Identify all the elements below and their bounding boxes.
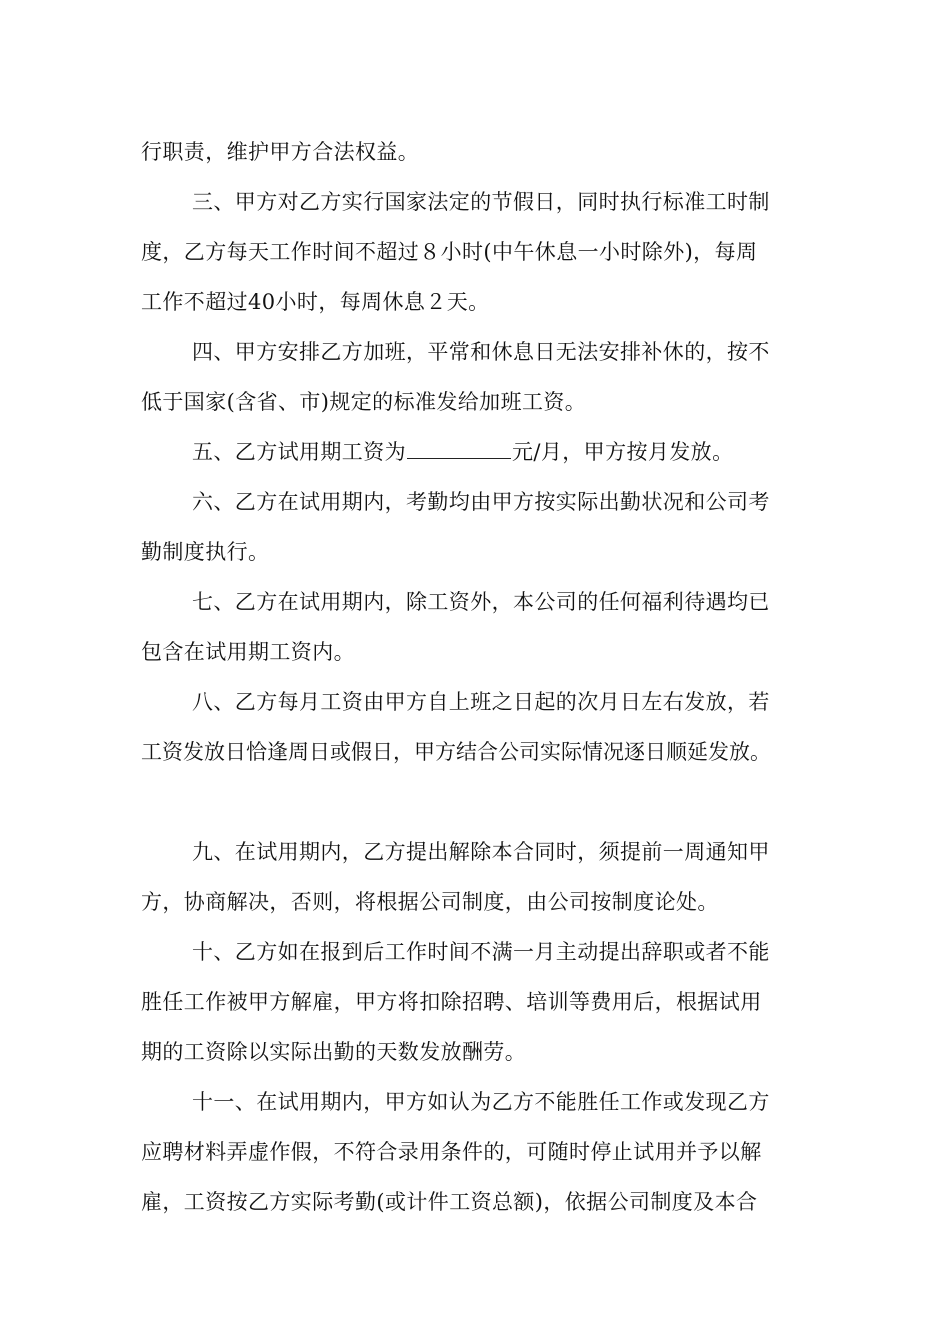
clause-4-line-1: 四、甲方安排乙方加班，平常和休息日无法安排补休的，按不 (192, 340, 770, 364)
clause-8-line-1: 八、乙方每月工资由甲方自上班之日起的次月日左右发放，若 (192, 690, 770, 714)
clause-11-line-1: 十一、在试用期内，甲方如认为乙方不能胜任工作或发现乙方 (192, 1090, 770, 1114)
text-line: 行职责，维护甲方合法权益。 (141, 140, 420, 164)
clause-10-line-1: 十、乙方如在报到后工作时间不满一月主动提出辞职或者不能 (192, 940, 770, 964)
clause-3-line-2: 度，乙方每天工作时间不超过８小时(中午休息一小时除外)，每周 (141, 240, 758, 264)
clause-5-prefix: 五、乙方试用期工资为 (192, 440, 406, 464)
clause-6-line-1: 六、乙方在试用期内，考勤均由甲方按实际出勤状况和公司考 (192, 490, 770, 514)
clause-11-line-3: 雇，工资按乙方实际考勤(或计件工资总额)，依据公司制度及本合 (141, 1190, 758, 1214)
clause-11-line-2: 应聘材料弄虚作假，不符合录用条件的，可随时停止试用并予以解 (141, 1140, 762, 1164)
clause-5-line (192, 437, 733, 467)
salary-blank-field[interactable] (407, 438, 511, 459)
clause-10-line-3: 期的工资除以实际出勤的天数发放酬劳。 (141, 1040, 527, 1064)
clause-6-line-2: 勤制度执行。 (141, 540, 270, 564)
clause-3-line-3: 工作不超过40小时，每周休息２天。 (141, 290, 490, 314)
clause-10-line-2: 胜任工作被甲方解雇，甲方将扣除招聘、培训等费用后，根据试用 (141, 990, 762, 1014)
clause-3-line-1: 三、甲方对乙方实行国家法定的节假日，同时执行标准工时制 (192, 190, 770, 214)
clause-9-line-2: 方，协商解决，否则，将根据公司制度，由公司按制度论处。 (141, 890, 719, 914)
clause-8-line-2: 工资发放日恰逢周日或假日，甲方结合公司实际情况逐日顺延发放。 (141, 740, 771, 764)
clause-7-line-1: 七、乙方在试用期内，除工资外，本公司的任何福利待遇均已 (192, 590, 770, 614)
clause-5-suffix: 元/月，甲方按月发放。 (512, 440, 734, 464)
clause-7-line-2: 包含在试用期工资内。 (141, 640, 355, 664)
clause-4-line-2: 低于国家(含省、市)规定的标准发给加班工资。 (141, 390, 587, 414)
clause-9-line-1: 九、在试用期内，乙方提出解除本合同时，须提前一周通知甲 (192, 840, 770, 864)
